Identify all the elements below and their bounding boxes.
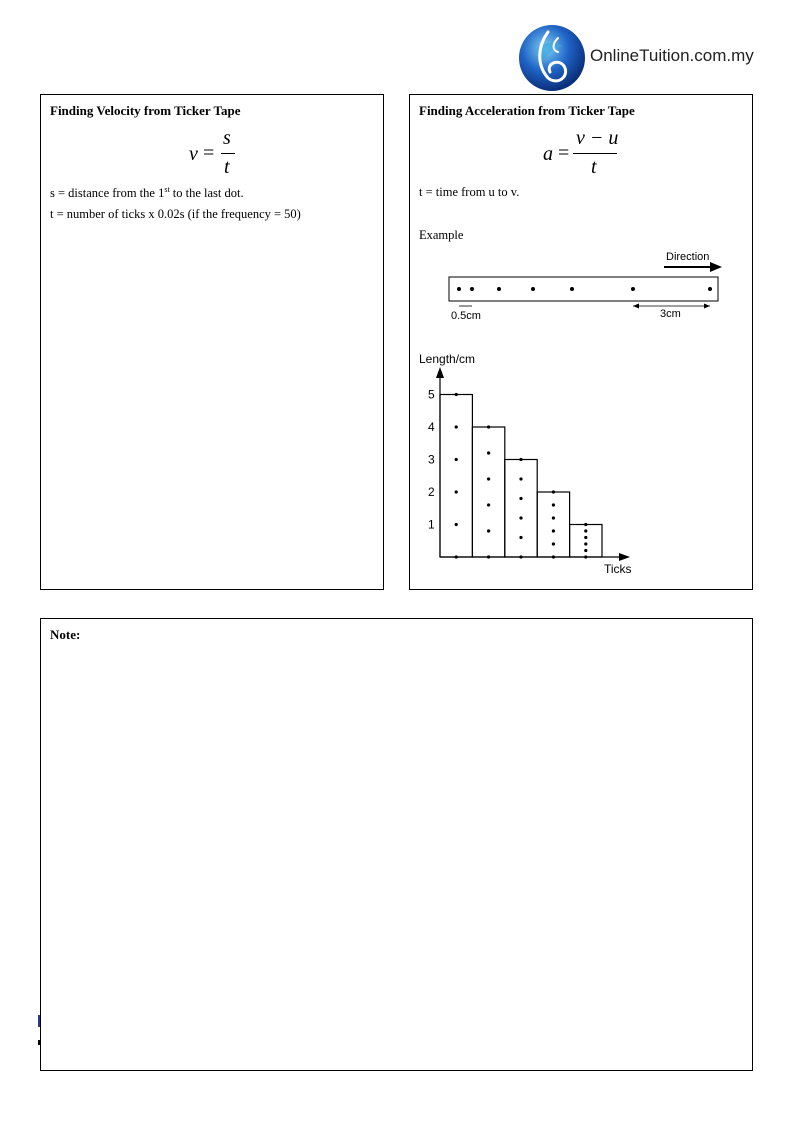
chart-tape-dot (487, 425, 490, 428)
tape-dot (708, 287, 712, 291)
tape-dot (470, 287, 474, 291)
chart-tape-dot (487, 529, 490, 532)
chart-tape-dot (519, 516, 522, 519)
acceleration-formula-numerator: v − u (576, 127, 619, 149)
tape-dot (497, 287, 501, 291)
chart-x-axis-arrow (619, 553, 630, 561)
chart-bar (537, 492, 569, 557)
chart-y-tick-label: 4 (428, 420, 435, 434)
chart-tape-dot (455, 555, 458, 558)
velocity-formula-lhs: v (189, 143, 198, 165)
chart-tape-dot (584, 555, 587, 558)
chart-tape-dot (584, 523, 587, 526)
chart-tape-dot (519, 497, 522, 500)
chart-tape-dot (519, 555, 522, 558)
chart-tape-dot (552, 503, 555, 506)
acceleration-heading: Finding Acceleration from Ticker Tape (419, 103, 635, 118)
globe-icon (518, 24, 586, 92)
chart-y-tick-label: 5 (428, 387, 435, 402)
chart-tape-dot (519, 536, 522, 539)
def-s-text: s = distance from the 1 (50, 186, 165, 201)
large-gap-label: 3cm (660, 308, 681, 320)
velocity-definition-t: t = number of ticks x 0.02s (if the frequency = 50) (50, 207, 301, 221)
large-gap-arrow-left (633, 304, 639, 309)
chart-tape-dot (487, 477, 490, 480)
chart-y-tick-label: 2 (428, 485, 435, 499)
velocity-formula-equals: = (203, 142, 215, 164)
chart-tape-dot (455, 458, 458, 461)
chart-tape-dot (455, 393, 458, 396)
velocity-panel (40, 94, 384, 590)
velocity-formula-numerator: s (223, 127, 231, 149)
tape-dot (457, 287, 461, 291)
chart-tape-dot (552, 516, 555, 519)
chart-tape-dot (552, 542, 555, 545)
example-label: Example (419, 228, 464, 242)
tape-dot (570, 287, 574, 291)
chart-y-tick-label: 1 (428, 517, 435, 532)
def-s-superscript: st (164, 185, 170, 194)
margin-mark (38, 1015, 40, 1027)
tape-strip (449, 277, 718, 301)
chart-tape-dot (487, 503, 490, 506)
chart-y-axis-label: Length/cm (419, 352, 476, 366)
chart-tape-dot (455, 490, 458, 493)
chart-tape-dot (487, 451, 490, 454)
note-heading: Note: (50, 627, 81, 642)
tape-dot (631, 287, 635, 291)
chart-tape-dot (552, 529, 555, 532)
large-gap-arrow-right (704, 304, 710, 309)
velocity-fraction-bar (221, 153, 235, 154)
brand-logo (518, 24, 768, 92)
chart-tape-dot (584, 542, 587, 545)
chart-tape-dot (584, 549, 587, 552)
ticker-tape-diagram (440, 245, 740, 325)
chart-tape-dot (552, 490, 555, 493)
acceleration-formula-equals: = (558, 142, 570, 164)
acceleration-formula-lhs: a (543, 143, 553, 165)
acceleration-formula-denominator: t (591, 156, 597, 178)
tape-chart (410, 347, 650, 577)
acceleration-definition-t: t = time from u to v. (419, 185, 520, 199)
chart-bar (440, 395, 472, 558)
acceleration-panel (409, 94, 753, 590)
chart-bar (472, 427, 504, 557)
acceleration-fraction-bar (573, 153, 617, 154)
direction-arrow-head (710, 262, 722, 272)
chart-bar (570, 525, 602, 558)
chart-bar (505, 460, 537, 558)
chart-tape-dot (519, 458, 522, 461)
direction-label: Direction (666, 251, 710, 263)
velocity-definition-s (50, 185, 244, 201)
chart-tape-dot (455, 425, 458, 428)
def-s-text-end: to the last dot. (169, 186, 244, 201)
chart-tape-dot (487, 555, 490, 558)
chart-y-axis-arrow (436, 367, 444, 378)
velocity-heading: Finding Velocity from Ticker Tape (50, 103, 241, 118)
note-panel (40, 618, 753, 1071)
chart-tape-dot (584, 536, 587, 539)
chart-y-tick-label: 3 (428, 452, 435, 467)
tape-dot (531, 287, 535, 291)
brand-name: OnlineTuition.com.my (590, 46, 754, 65)
chart-x-axis-label: Ticks (604, 562, 632, 576)
velocity-formula-denominator: t (224, 156, 230, 178)
chart-tape-dot (455, 523, 458, 526)
chart-tape-dot (584, 529, 587, 532)
small-gap-label: 0.5cm (451, 310, 481, 322)
margin-mark (38, 1040, 40, 1045)
chart-tape-dot (552, 555, 555, 558)
chart-tape-dot (519, 477, 522, 480)
